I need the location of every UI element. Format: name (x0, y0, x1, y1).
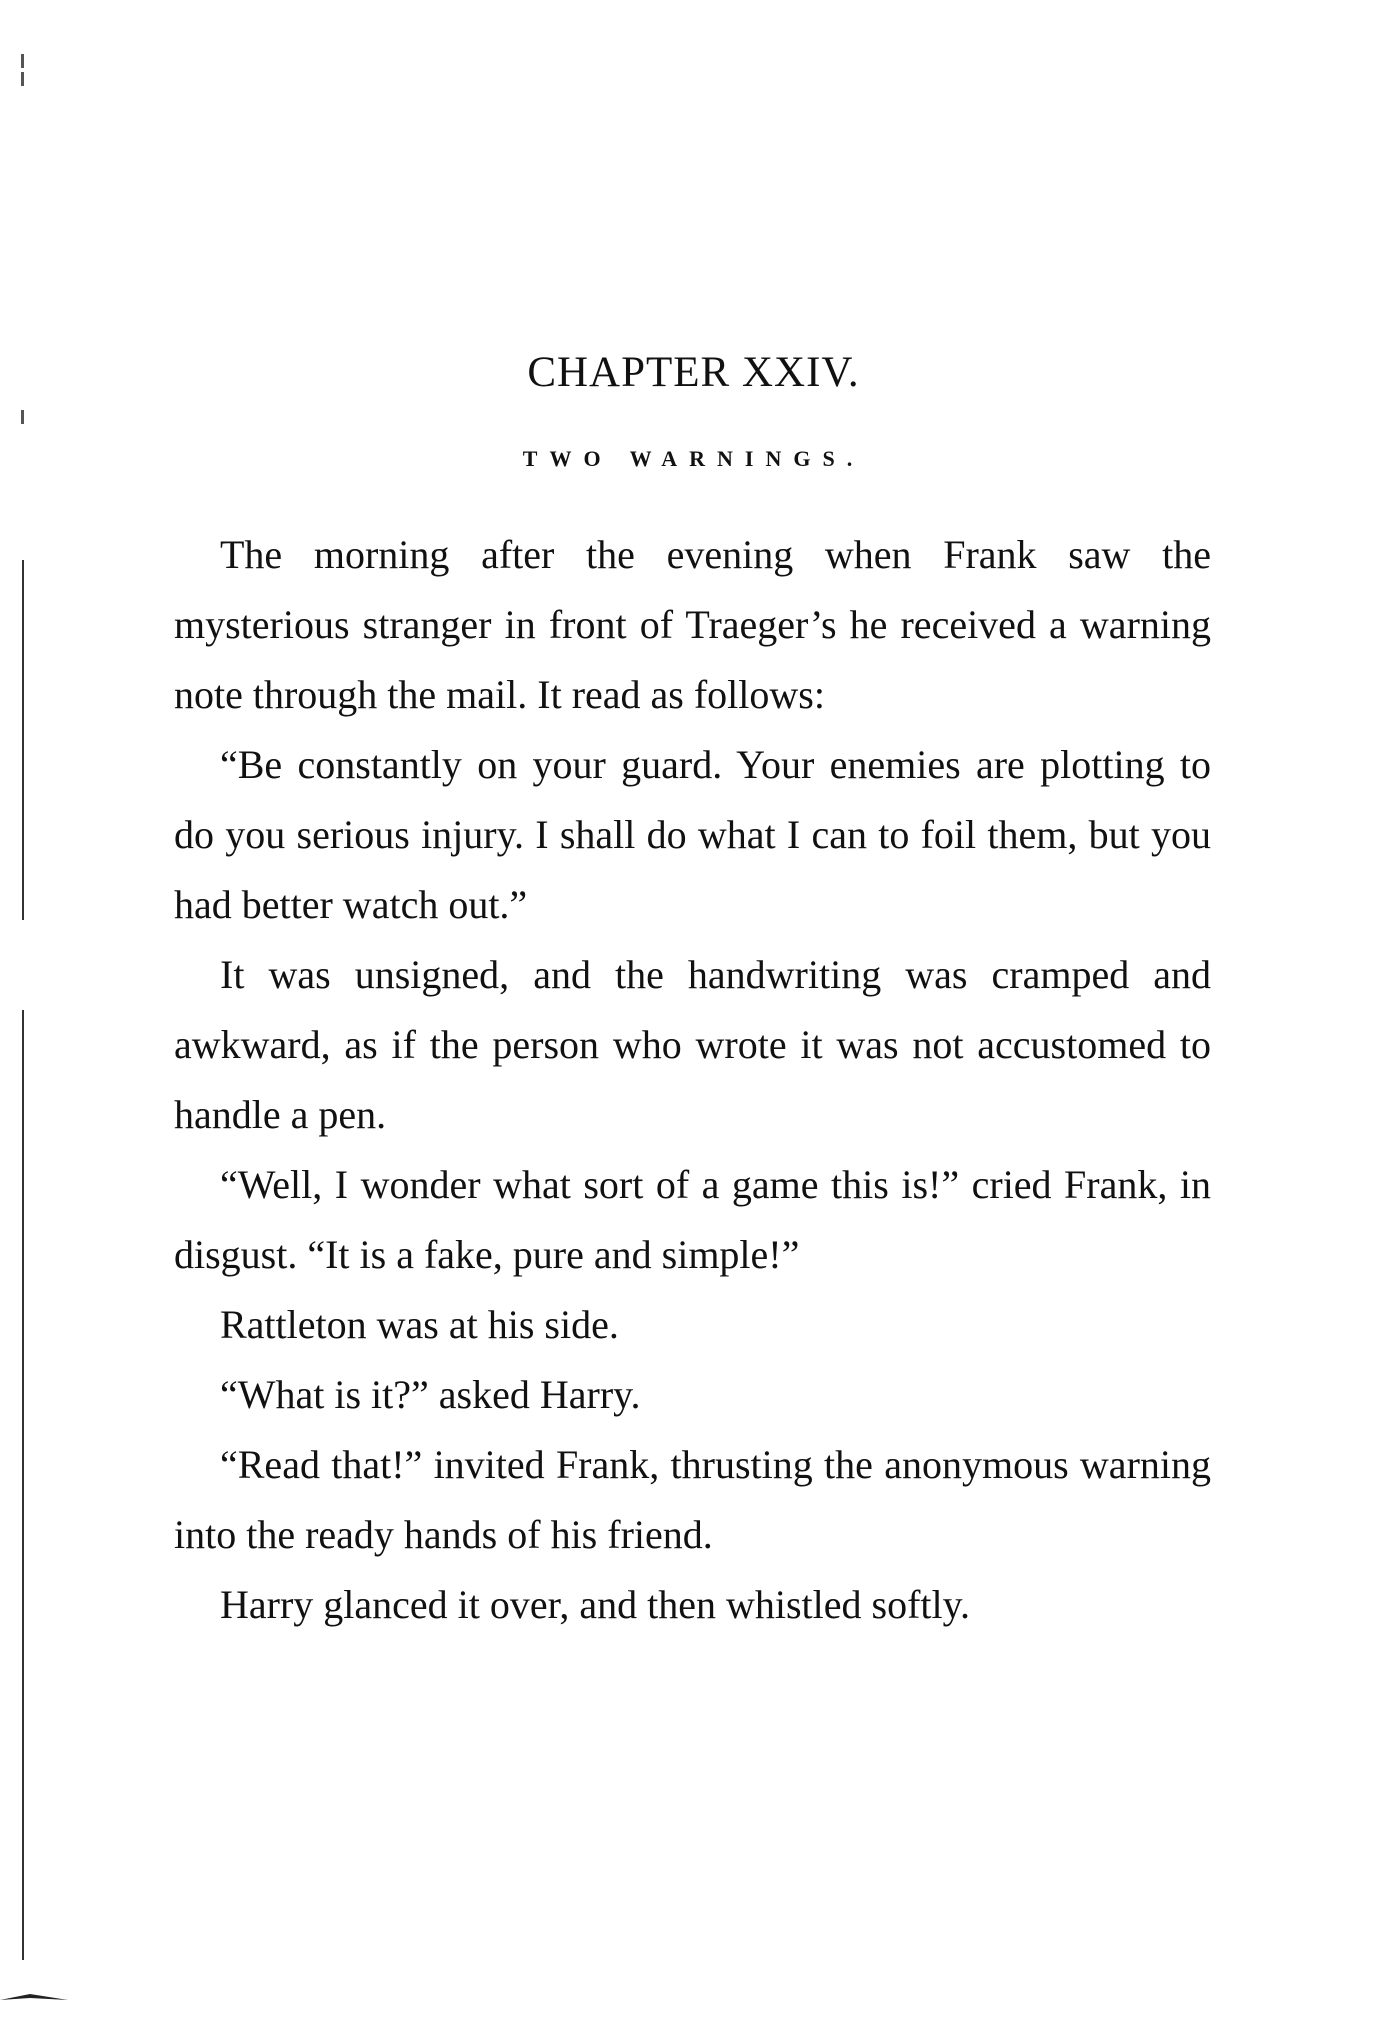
paragraph: Harry glanced it over, and then whistled softly. (220, 1582, 971, 1627)
chapter-body (174, 520, 1211, 1640)
margin-arrow-icon (0, 1990, 70, 2004)
margin-mark (21, 72, 24, 86)
paragraph: “Read that!” invited Frank, thrusting the anonymous warning into the ready hands of his friend. (174, 1442, 1211, 1557)
chapter-title: CHAPTER XXIV. (527, 349, 860, 396)
paragraph: Rattleton was at his side. (220, 1302, 619, 1347)
paragraph: “Be constantly on your guard. Your enemies are plotting to do you serious injury. I shall do what I can to foil them, but you had better watch out.” (174, 742, 1211, 927)
margin-rule (22, 560, 24, 920)
chapter-subtitle: TWO WARNINGS. (522, 446, 865, 471)
margin-rule (22, 1010, 24, 1960)
paragraph: The morning after the evening when Frank saw the mysterious stranger in front of Traeger’s he received a warning note through the mail. It read as follows: (174, 532, 1211, 717)
paragraph: “What is it?” asked Harry. (220, 1372, 641, 1417)
margin-mark (21, 410, 24, 424)
paragraph: It was unsigned, and the handwriting was cramped and awkward, as if the person who wrote it was not accustomed to handle a pen. (174, 952, 1211, 1137)
paragraph: “Well, I wonder what sort of a game this is!” cried Frank, in disgust. “It is a fake, pure and simple!” (174, 1162, 1211, 1277)
margin-mark (21, 54, 24, 68)
